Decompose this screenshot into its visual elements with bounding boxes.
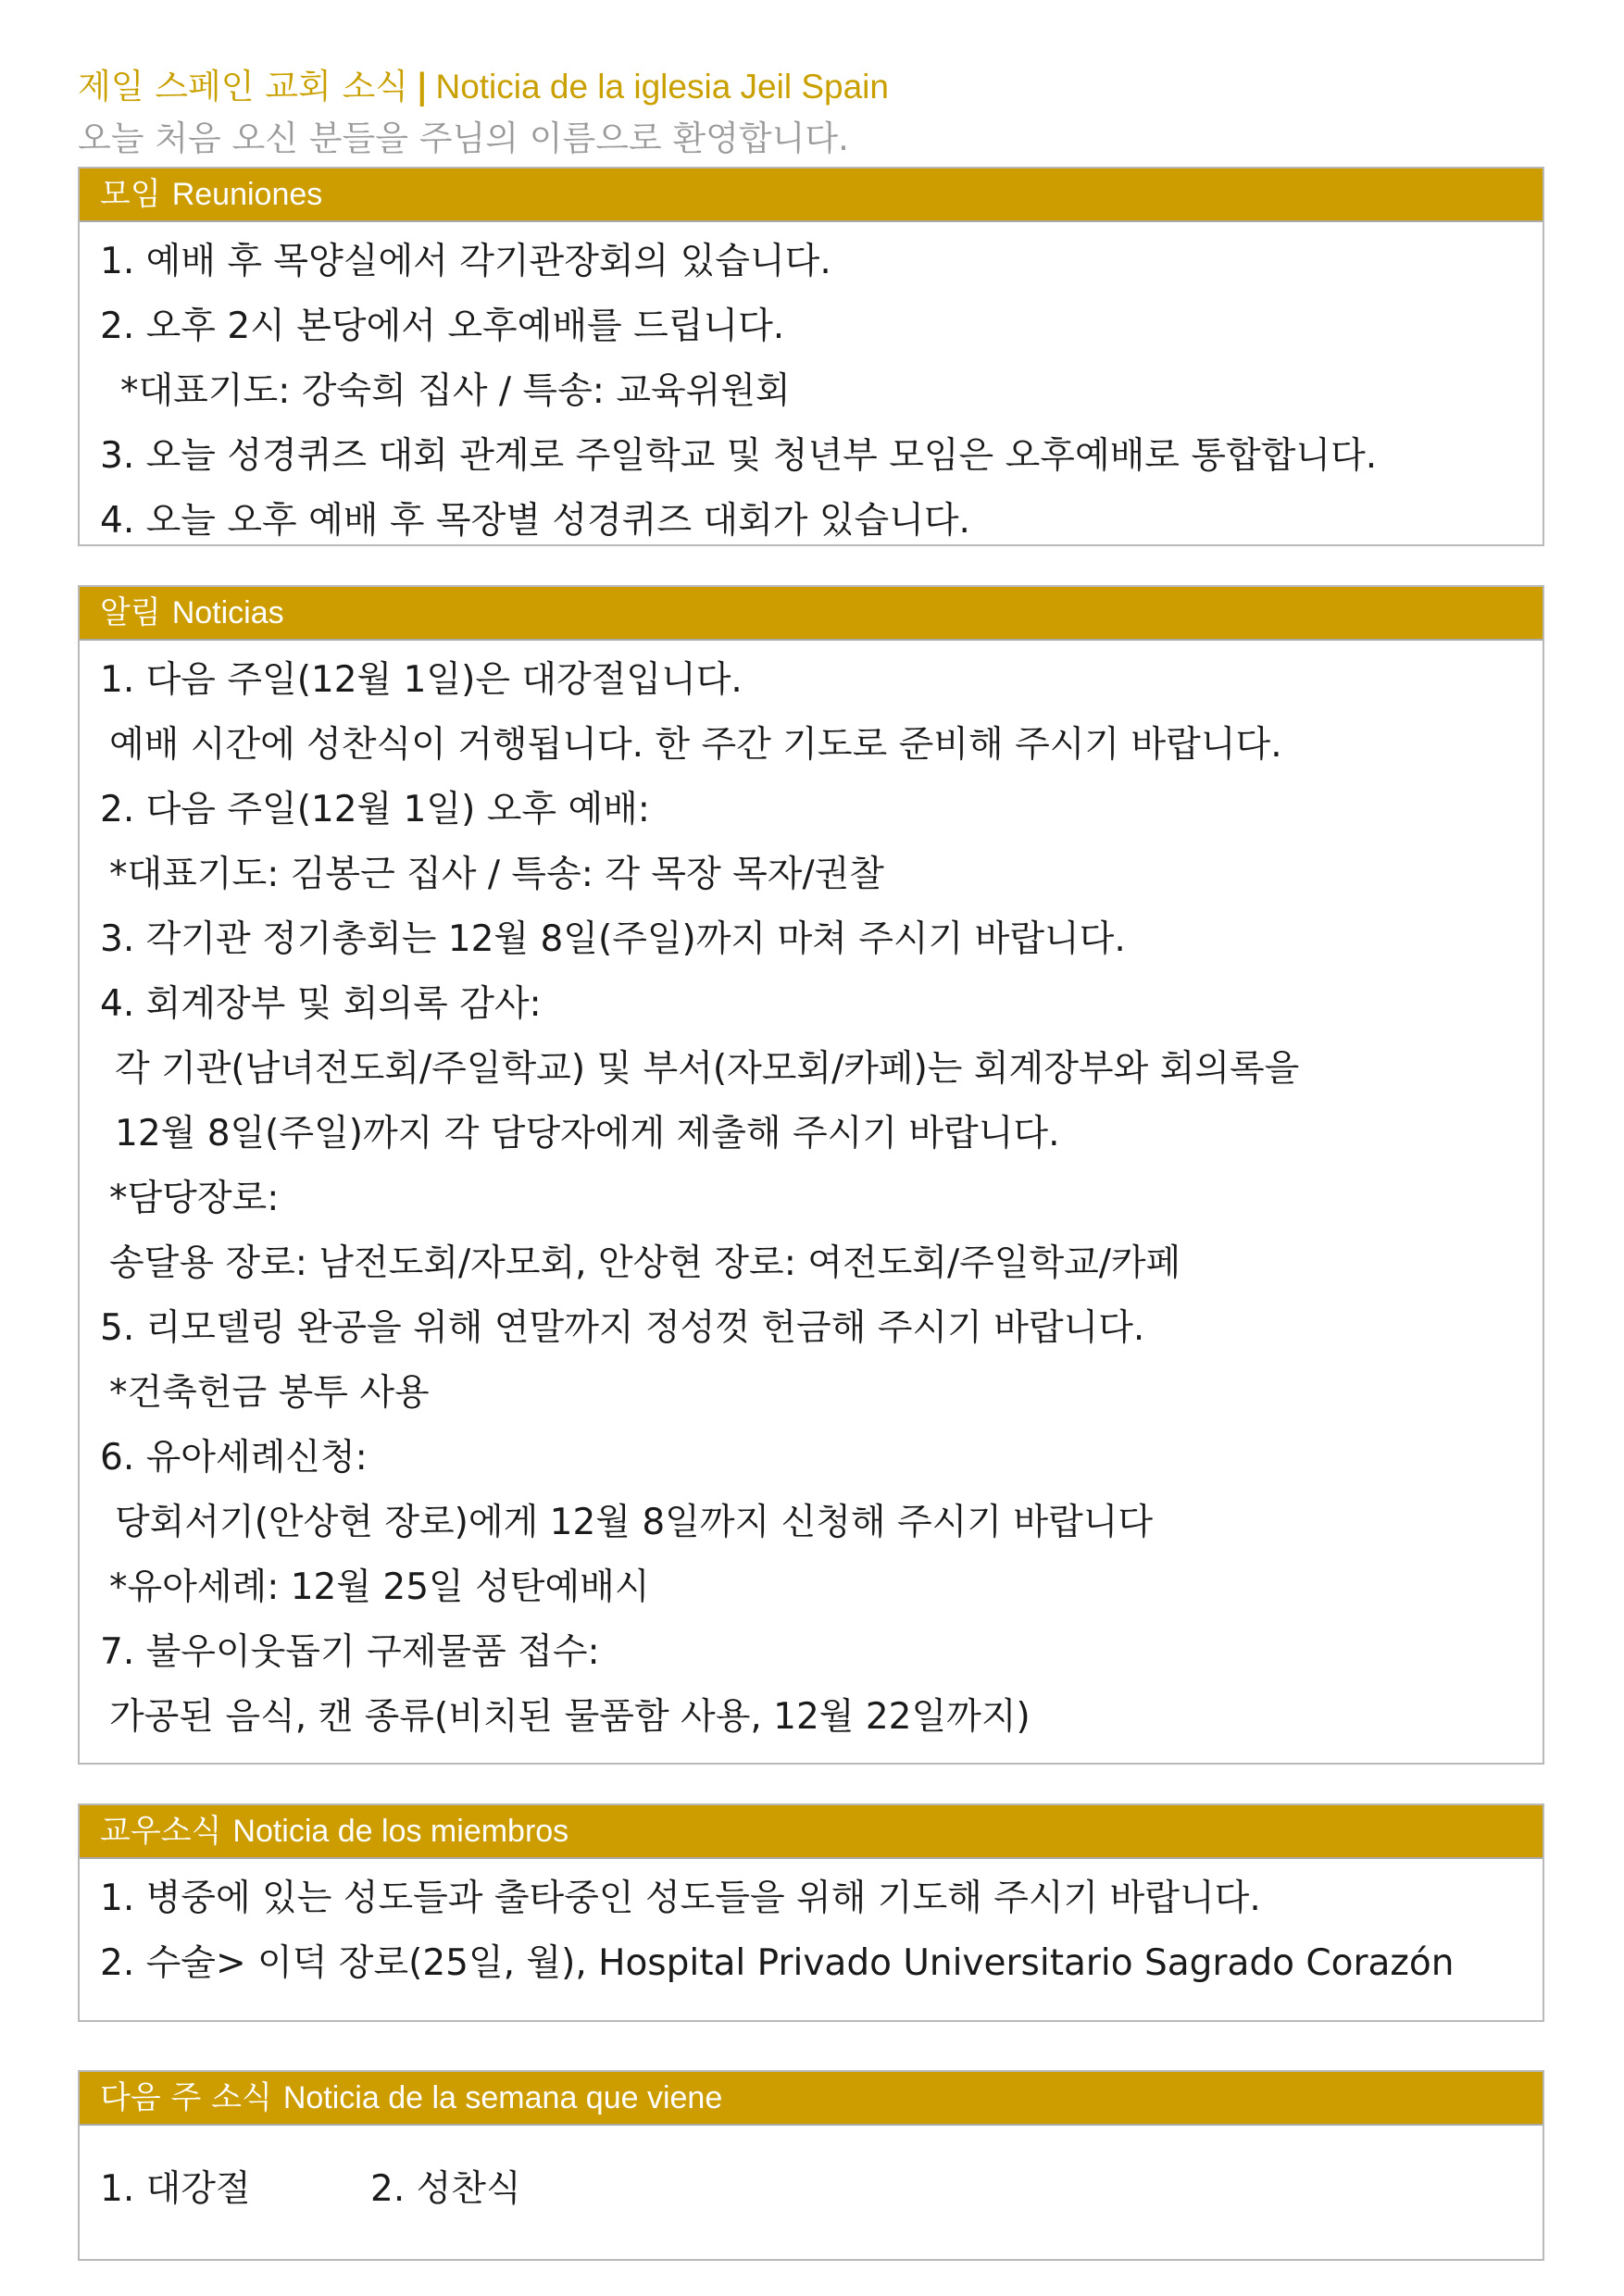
section-title-spanish: Noticia de la semana que viene bbox=[282, 2080, 723, 2115]
list-item: 2. 수술> 이덕 장로(25일, 월), Hospital Privado Universitario Sagrado Corazón bbox=[100, 1942, 1455, 1984]
list-item: 4. 회계장부 및 회의록 감사: bbox=[100, 983, 542, 1025]
list-item: 3. 오늘 성경퀴즈 대회 관계로 주일학교 및 청년부 모임은 오후예배로 통합합니다. bbox=[100, 435, 1378, 477]
section-title-spanish: Noticia de los miembros bbox=[232, 1814, 569, 1849]
list-item: 당회서기(안상현 장로)에게 12월 8일까지 신청해 주시기 바랍니다 bbox=[115, 1502, 1154, 1543]
bulletin-header bbox=[78, 61, 1550, 165]
section-header-miembros bbox=[80, 1805, 1543, 1859]
list-item: *대표기도: 강숙희 집사 / 특송: 교육위원회 bbox=[120, 370, 791, 412]
list-item: *담당장로: bbox=[109, 1178, 280, 1219]
section-body-noticias bbox=[80, 641, 1543, 1750]
list-item: 5. 리모델링 완공을 위해 연말까지 정성껏 헌금해 주시기 바랍니다. bbox=[100, 1307, 1145, 1349]
section-title-korean: 알림 bbox=[100, 594, 161, 631]
list-item: 1. 다음 주일(12월 1일)은 대강절입니다. bbox=[100, 659, 743, 701]
title-korean: 제일 스페인 교회 소식 bbox=[78, 67, 408, 106]
section-body-reuniones bbox=[80, 222, 1543, 554]
list-item: *유아세례: 12월 25일 성탄예배시 bbox=[109, 1566, 650, 1608]
list-item: 예배 시간에 성찬식이 거행됩니다. 한 주간 기도로 준비해 주시기 바랍니다. bbox=[109, 724, 1282, 766]
list-item: 2. 성찬식 bbox=[370, 2168, 521, 2210]
section-header-noticias bbox=[80, 587, 1543, 641]
list-item: *건축헌금 봉투 사용 bbox=[109, 1372, 430, 1414]
title-separator: | bbox=[415, 67, 429, 106]
list-item: 가공된 음식, 캔 종류(비치된 물품함 사용, 12월 22일까지) bbox=[109, 1696, 1031, 1738]
list-item: 1. 예배 후 목양실에서 각기관장회의 있습니다. bbox=[100, 241, 831, 282]
list-item: 2. 다음 주일(12월 1일) 오후 예배: bbox=[100, 789, 650, 830]
section-body-semana bbox=[80, 2126, 1543, 2222]
bulletin-title bbox=[78, 61, 1550, 113]
list-item: 12월 8일(주일)까지 각 담당자에게 제출해 주시기 바랍니다. bbox=[115, 1113, 1060, 1154]
section-semana bbox=[78, 2070, 1544, 2261]
section-header-reuniones bbox=[80, 168, 1543, 222]
list-item: 3. 각기관 정기총회는 12월 8일(주일)까지 마쳐 주시기 바랍니다. bbox=[100, 918, 1126, 960]
list-item: 1. 병중에 있는 성도들과 출타중인 성도들을 위해 기도해 주시기 바랍니다. bbox=[100, 1878, 1261, 1919]
section-title-spanish: Reuniones bbox=[171, 177, 323, 212]
list-item: 7. 불우이웃돕기 구제물품 접수: bbox=[100, 1631, 600, 1673]
list-item: 송달용 장로: 남전도회/자모회, 안상현 장로: 여전도회/주일학교/카페 bbox=[109, 1242, 1181, 1284]
title-spanish: Noticia de la iglesia Jeil Spain bbox=[435, 68, 889, 106]
list-item: 4. 오늘 오후 예배 후 목장별 성경퀴즈 대회가 있습니다. bbox=[100, 500, 970, 542]
next-week-items bbox=[100, 2157, 1543, 2222]
section-title-spanish: Noticias bbox=[171, 595, 284, 630]
list-item: *대표기도: 김봉근 집사 / 특송: 각 목장 목자/권찰 bbox=[109, 854, 884, 895]
section-title-korean: 다음 주 소식 bbox=[100, 2079, 272, 2116]
list-item: 각 기관(남녀전도회/주일학교) 및 부서(자모회/카페)는 회계장부와 회의록을 bbox=[115, 1048, 1300, 1090]
section-title-korean: 모임 bbox=[100, 176, 161, 213]
list-item: 6. 유아세례신청: bbox=[100, 1437, 368, 1479]
welcome-message: 오늘 처음 오신 분들을 주님의 이름으로 환영합니다. bbox=[78, 119, 849, 158]
list-item: 1. 대강절 bbox=[100, 2168, 251, 2210]
section-noticias bbox=[78, 585, 1544, 1765]
section-reuniones bbox=[78, 167, 1544, 546]
section-body-miembros bbox=[80, 1859, 1543, 1996]
list-item: 2. 오후 2시 본당에서 오후예배를 드립니다. bbox=[100, 306, 785, 347]
section-title-korean: 교우소식 bbox=[100, 1813, 222, 1850]
section-miembros bbox=[78, 1803, 1544, 2022]
section-header-semana bbox=[80, 2072, 1543, 2126]
